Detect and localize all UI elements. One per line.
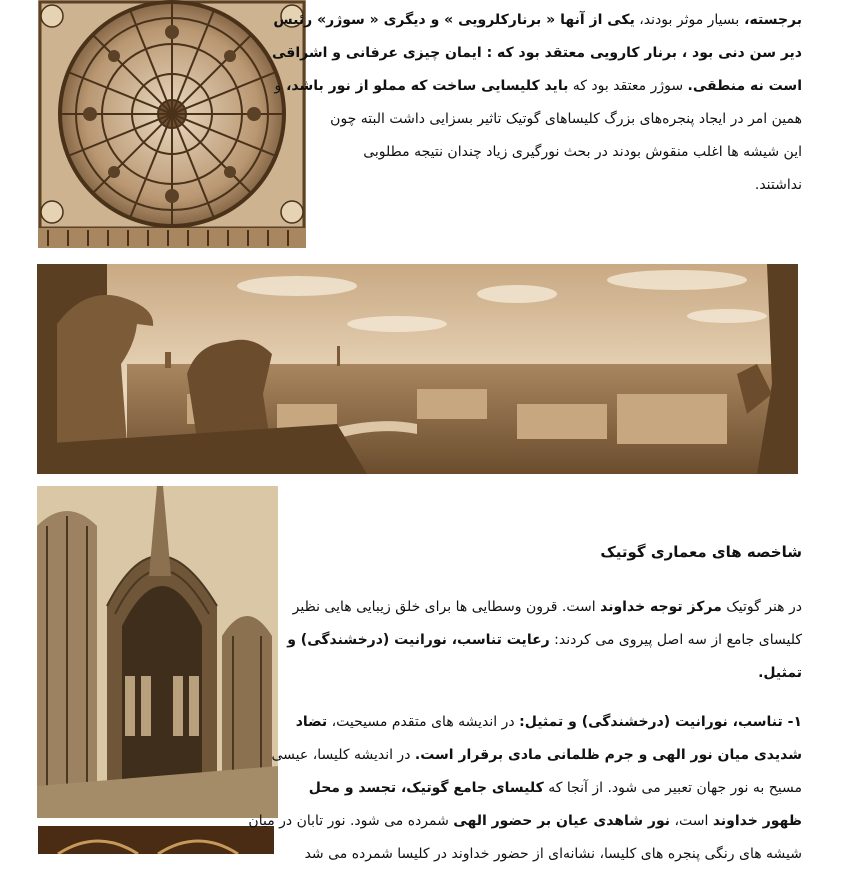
text-run: است. قرون وسطایی ها برای خلق زیبایی هایی نظیر <box>292 599 601 615</box>
text-run: ۱- تناسب، نورانیت (درخشندگی) و تمثیل: <box>519 714 802 730</box>
text-run: در هنر گوتیک <box>721 599 802 615</box>
text-run: تمثیل. <box>758 665 802 681</box>
text-run: بسیار موثر بودند، <box>634 12 740 28</box>
light-line-4 <box>248 805 802 838</box>
section-heading <box>440 540 802 564</box>
text-run: همین امر در ایجاد پنجره‌های بزرگ کلیساهای گوتیک تاثیر بسزایی داشت البته چون <box>330 111 802 127</box>
text-run: در اندیشه های متقدم مسیحیت، <box>327 714 520 730</box>
text-run: رعایت تناسب، نورانیت (درخشندگی) و <box>287 632 550 648</box>
intro-line-5 <box>318 136 802 169</box>
principles-line-1 <box>290 591 802 624</box>
gargoyles-panorama-image <box>37 264 798 474</box>
principles-line-3 <box>290 657 802 690</box>
light-line-2 <box>271 739 802 772</box>
section-heading-text: شاخصه های معماری گوتیک <box>600 543 802 561</box>
light-line-3 <box>290 772 802 805</box>
text-run: این شیشه ها اغلب منقوش بودند در بحث نورگیری زیاد چندان نتیجه مطلوبی <box>363 144 802 160</box>
text-run: مسیح به نور جهان تعبیر می شود. از آنجا که <box>543 780 802 796</box>
intro-line-1 <box>273 4 802 37</box>
text-run: شمرده می شود. نور تابان در میان <box>248 813 454 829</box>
light-line-5 <box>290 838 802 871</box>
rose-window-image <box>38 0 306 248</box>
text-run: برجسته، <box>739 12 802 28</box>
light-line-1 <box>290 706 802 739</box>
text-run: یکی از آنها « برنارکلرویی » و دیگری « سوژر» رئیس <box>273 12 635 28</box>
text-run: مرکز توجه خداوند <box>600 599 722 615</box>
text-run: تضاد <box>295 714 328 730</box>
text-run: در اندیشه کلیسا، عیسی <box>271 747 415 763</box>
intro-line-3 <box>274 70 802 103</box>
intro-line-6 <box>318 169 802 202</box>
text-run: باید کلیسایی ساخت که مملو از نور باشد، <box>281 78 569 94</box>
text-run: کلیسای جامع گوتیک، تجسد و محل <box>308 780 544 796</box>
text-run: نور شاهدی عیان بر حضور الهی <box>453 813 671 829</box>
text-run: شیشه های رنگی پنجره های کلیسا، نشانه‌ای از حضور خداوند در کلیسا شمرده می شد <box>304 846 802 862</box>
intro-paragraph <box>271 4 802 202</box>
principles-paragraph <box>287 591 802 690</box>
text-run: است، <box>670 813 713 829</box>
text-run: و <box>274 78 282 94</box>
text-run: شدیدی میان نور الهی و جرم ظلمانی مادی برقرار است. <box>414 747 802 763</box>
principles-line-2 <box>287 624 802 657</box>
text-run: ظهور خداوند <box>712 813 802 829</box>
text-run: سوژر معتقد بود که <box>568 78 688 94</box>
cathedral-portal-image <box>37 486 278 818</box>
intro-line-2 <box>271 37 802 70</box>
text-run: نداشتند. <box>754 177 802 193</box>
light-paragraph <box>248 706 802 871</box>
text-run: است نه منطقی. <box>687 78 802 94</box>
text-run: کلیسای جامع از سه اصل پیروی می کردند: <box>549 632 802 648</box>
intro-line-4 <box>318 103 802 136</box>
text-run: دیر سن دنی بود ، برنار کارویی معتقد بود که : ایمان چیزی عرفانی و اشراقی <box>271 45 802 61</box>
bottom-photo-image <box>38 826 274 854</box>
